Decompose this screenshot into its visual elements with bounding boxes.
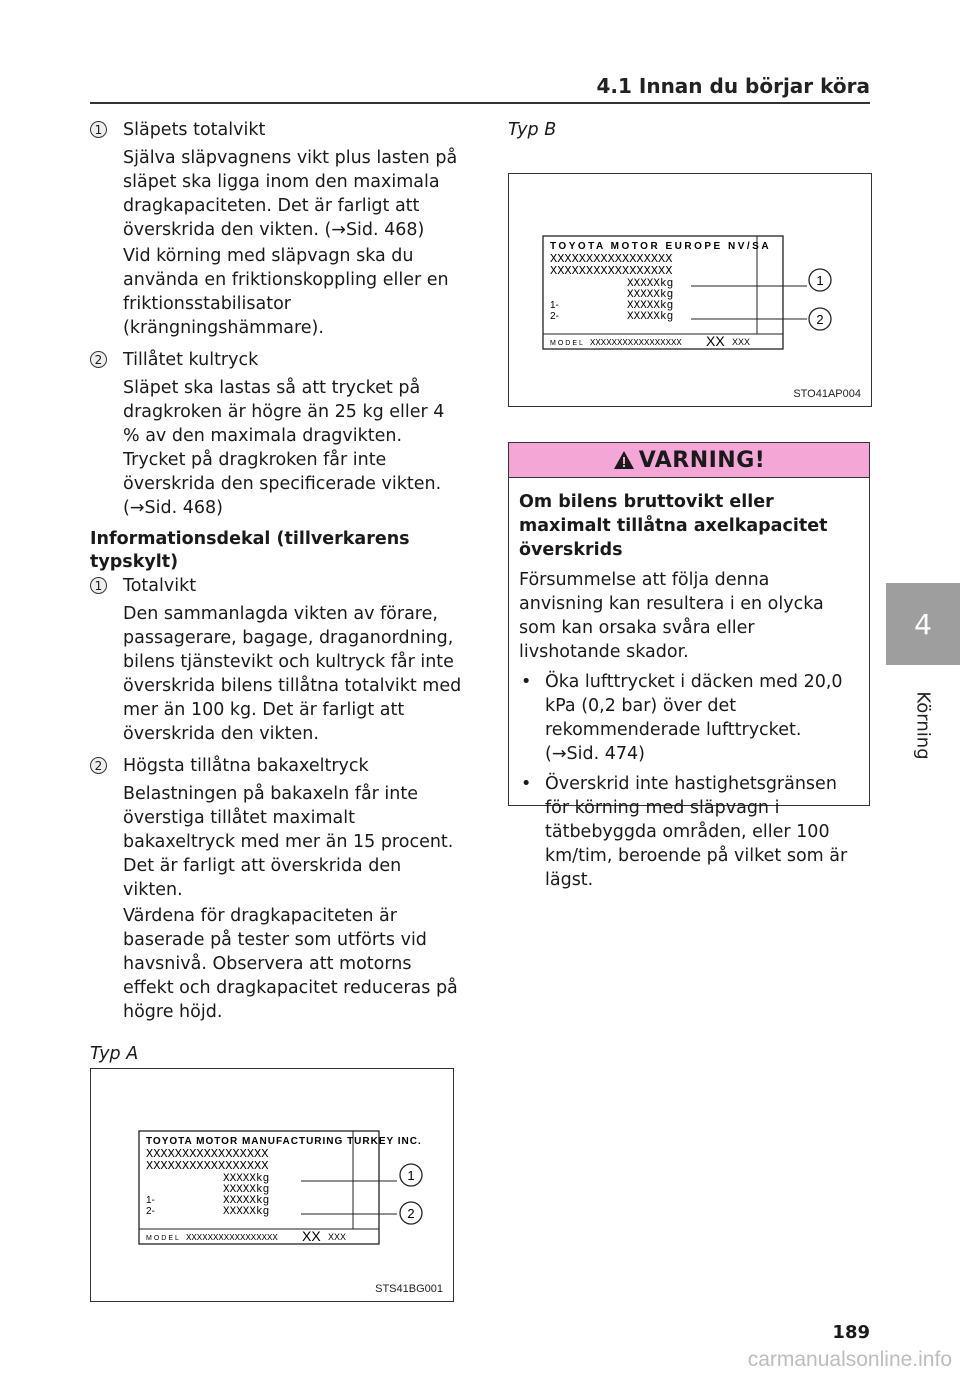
- list-item: [90, 118, 462, 142]
- plate-p1: 1-: [146, 1195, 155, 1206]
- figure-caption-typ-b: Typ B: [508, 120, 557, 140]
- subheading: Informationsdekal (tillverkarens typskylt): [90, 529, 410, 572]
- section-title: 4.1 Innan du börjar köra: [596, 74, 870, 98]
- plate-p2: 2-: [146, 1206, 155, 1217]
- plate-header: TOYOTA MOTOR MANUFACTURING TURKEY INC.: [146, 1136, 422, 1147]
- list-item: [90, 754, 462, 778]
- warning-header: [509, 443, 869, 478]
- paragraph: Vid körning med släpvagn ska du använda en friktionskoppling eller en friktionsstabilisator (krängningshämmare).: [123, 246, 449, 338]
- item-title: Släpets totalvikt: [123, 120, 266, 140]
- chapter-tab: [886, 583, 960, 665]
- plate-line: XXXXXXXXXXXXXXXXX: [550, 264, 673, 278]
- warning-text: Försummelse att följa denna anvisning kan resultera i en olycka som kan orsaka svåra eller livshotande skador.: [519, 570, 824, 662]
- plate-kg: XXXXXkg: [627, 300, 674, 312]
- chapter-label-text: Körning: [912, 690, 934, 760]
- plate-model-value: XXXXXXXXXXXXXXXXX: [186, 1233, 278, 1243]
- bullet-icon: •: [521, 774, 532, 794]
- label-plate-illustration: [91, 1069, 453, 1301]
- plate-xxx: XXX: [328, 1232, 347, 1242]
- plate-line: XXXXXXXXXXXXXXXXX: [146, 1147, 269, 1161]
- plate-header: TOYOTA MOTOR EUROPE NV/SA: [550, 241, 772, 252]
- number-circle-icon: 2: [90, 351, 107, 368]
- right-column: [508, 118, 870, 142]
- plate-model-value: XXXXXXXXXXXXXXXXX: [590, 338, 682, 348]
- callout-2: 2: [816, 312, 824, 327]
- list-item: [90, 348, 462, 372]
- bullet-icon: •: [521, 672, 532, 692]
- plate-xx: XX: [302, 1228, 321, 1244]
- warning-box: [508, 442, 870, 890]
- paragraph: Värdena för dragkapaciteten är baserade på tester som utförts vid havsnivå. Observera att motorns effekt och dragkapacitet reduceras på högre höjd.: [123, 906, 458, 1022]
- callout-2: 2: [407, 1206, 415, 1221]
- chapter-label: [886, 680, 960, 770]
- plate-p2: 2-: [550, 311, 559, 322]
- number-circle-icon: 1: [90, 121, 107, 138]
- page-number: 189: [832, 1322, 870, 1343]
- chapter-number: 4: [914, 607, 932, 641]
- plate-line: XXXXXXXXXXXXXXXXX: [146, 1159, 269, 1173]
- item-title: Högsta tillåtna bakaxeltryck: [123, 756, 369, 776]
- item-title: Totalvikt: [123, 576, 197, 596]
- warning-subtitle: Om bilens bruttovikt eller maximalt tillåtna axelkapacitet överskrids: [519, 492, 828, 560]
- plate-line: XXXXXXXXXXXXXXXXX: [550, 252, 673, 266]
- list-item: [90, 574, 462, 598]
- figure-typ-b: [508, 173, 872, 407]
- item-title: Tillåtet kultryck: [123, 350, 259, 370]
- plate-model-label: MODEL: [550, 340, 585, 347]
- plate-kg: XXXXXkg: [223, 1173, 270, 1185]
- left-column: [90, 118, 462, 1066]
- plate-xx: XX: [706, 333, 725, 349]
- header-rule: [90, 102, 870, 104]
- figure-code: STO41AP004: [793, 388, 861, 400]
- figure-caption-typ-a: Typ A: [90, 1044, 139, 1064]
- bullet-text: Öka lufttrycket i däcken med 20,0 kPa (0,2 bar) över det rekommenderade lufttrycket. (→Sid. 474): [545, 672, 843, 764]
- plate-kg: XXXXXkg: [627, 289, 674, 301]
- warning-title: VARNING!: [638, 447, 766, 473]
- warning-bullet: [519, 772, 859, 892]
- paragraph: Själva släpvagnens vikt plus lasten på släpet ska ligga inom den maximala dragkapaciteten. Det är farligt att överskrida den vikten. (→Sid. 468): [123, 148, 458, 240]
- warning-triangle-icon: [613, 450, 635, 470]
- plate-p1: 1-: [550, 300, 559, 311]
- figure-typ-a: [90, 1068, 454, 1302]
- figure-code: STS41BG001: [375, 1283, 443, 1295]
- callout-1: 1: [816, 273, 824, 288]
- plate-kg: XXXXXkg: [627, 278, 674, 290]
- number-circle-icon: 1: [90, 577, 107, 594]
- plate-kg: XXXXXkg: [627, 311, 674, 323]
- plate-kg: XXXXXkg: [223, 1195, 270, 1207]
- number-circle-icon: 2: [90, 757, 107, 774]
- plate-model-label: MODEL: [146, 1235, 181, 1242]
- plate-kg: XXXXXkg: [223, 1206, 270, 1218]
- warning-bullet: [519, 670, 859, 766]
- watermark: carmanualsonline.info: [747, 1348, 952, 1371]
- paragraph: Släpet ska lastas så att trycket på dragkroken är högre än 25 kg eller 4 % av den maximala dragvikten. Trycket på dragkroken får inte överskrida den specificerade vikten. (→Sid. 468): [123, 378, 445, 518]
- plate-kg: XXXXXkg: [223, 1184, 270, 1196]
- plate-xxx: XXX: [732, 337, 751, 347]
- paragraph: Den sammanlagda vikten av förare, passagerare, bagage, draganordning, bilens tjänstevikt och kultryck får inte överskrida bilens tillåtna totalvikt med mer än 100 kg. Det är farligt att överskrida den vikten.: [123, 604, 462, 744]
- paragraph: Belastningen på bakaxeln får inte överstiga tillåtet maximalt bakaxeltryck med mer än 15 procent. Det är farligt att överskrida den vikten.: [123, 784, 454, 900]
- bullet-text: Överskrid inte hastighetsgränsen för körning med släpvagn i tätbebyggda områden, eller 100 km/tim, beroende på vilket som är lägst.: [545, 774, 848, 890]
- callout-1: 1: [407, 1168, 415, 1183]
- label-plate-illustration: [509, 174, 871, 406]
